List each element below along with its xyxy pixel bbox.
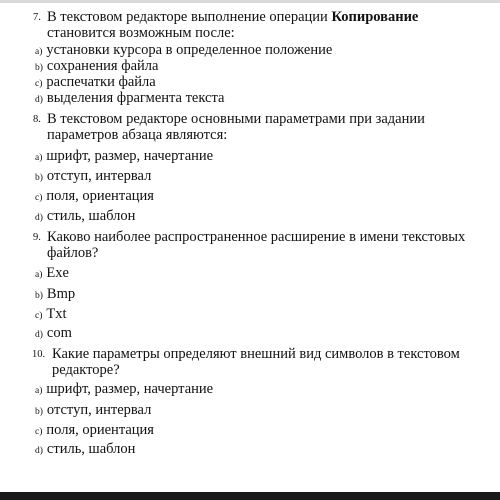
option-letter: c) xyxy=(35,193,43,203)
option-8b[interactable] xyxy=(35,168,151,185)
option-text: Exe xyxy=(46,265,69,281)
option-text: Bmp xyxy=(46,286,76,302)
bold-term: Копирование xyxy=(331,9,419,25)
question-text: 10. Какие параметры определяют внешний вид символов в текстовом редакторе? xyxy=(32,346,460,378)
option-letter: d) xyxy=(35,213,43,223)
option-10c[interactable] xyxy=(35,422,154,439)
option-letter: c) xyxy=(35,311,43,321)
option-letter: a) xyxy=(35,386,43,396)
option-10d[interactable] xyxy=(35,441,135,458)
question-text: 8. В текстовом редакторе основными параметрами при задании параметров абзаца являются: xyxy=(33,111,425,143)
option-text: стиль, шаблон xyxy=(46,441,136,457)
option-text: шрифт, размер, начертание xyxy=(46,148,214,164)
question-number: 9. xyxy=(33,232,41,243)
question-9 xyxy=(33,229,473,261)
option-letter: b) xyxy=(35,291,43,301)
option-letter: b) xyxy=(35,407,43,417)
option-text: шрифт, размер, начертание xyxy=(46,381,214,397)
bottom-border xyxy=(0,492,500,500)
option-text: Txt xyxy=(46,306,67,322)
option-text: отступ, интервал xyxy=(46,402,152,418)
option-7b[interactable] xyxy=(35,58,158,75)
option-text: com xyxy=(46,325,72,341)
option-text: поля, ориентация xyxy=(46,422,154,438)
option-text: выделения фрагмента текста xyxy=(46,90,225,106)
option-letter: b) xyxy=(35,173,43,183)
option-text: поля, ориентация xyxy=(46,188,154,204)
question-10 xyxy=(33,346,473,378)
option-10b[interactable] xyxy=(35,402,151,419)
option-text: стиль, шаблон xyxy=(46,208,136,224)
option-letter: a) xyxy=(35,270,43,280)
option-letter: d) xyxy=(35,446,43,456)
option-7a[interactable] xyxy=(35,42,332,59)
option-8d[interactable] xyxy=(35,208,135,225)
option-text: отступ, интервал xyxy=(46,168,152,184)
question-number: 8. xyxy=(33,114,41,125)
question-8 xyxy=(33,111,473,143)
option-text: распечатки файла xyxy=(46,74,156,90)
option-9a[interactable] xyxy=(35,265,69,282)
option-10a[interactable] xyxy=(35,381,213,398)
option-text: сохранения файла xyxy=(46,58,159,74)
question-text: 9. Каково наиболее распространенное расширение в имени текстовых файлов? xyxy=(33,229,466,261)
option-text: установки курсора в определенное положение xyxy=(46,42,333,58)
option-letter: c) xyxy=(35,79,43,89)
option-letter: c) xyxy=(35,427,43,437)
question-number: 10. xyxy=(32,349,46,360)
option-letter: d) xyxy=(35,95,43,105)
option-9d[interactable] xyxy=(35,325,72,342)
question-text: 7. В текстовом редакторе выполнение операции Копирование становится возможным после: xyxy=(33,9,419,41)
option-7c[interactable] xyxy=(35,74,156,91)
option-letter: b) xyxy=(35,63,43,73)
option-letter: a) xyxy=(35,153,43,163)
question-7 xyxy=(33,9,473,41)
option-letter: a) xyxy=(35,47,43,57)
question-number: 7. xyxy=(33,12,41,23)
option-9b[interactable] xyxy=(35,286,75,303)
option-9c[interactable] xyxy=(35,306,67,323)
option-8a[interactable] xyxy=(35,148,213,165)
option-7d[interactable] xyxy=(35,90,224,107)
option-8c[interactable] xyxy=(35,188,154,205)
option-letter: d) xyxy=(35,330,43,340)
